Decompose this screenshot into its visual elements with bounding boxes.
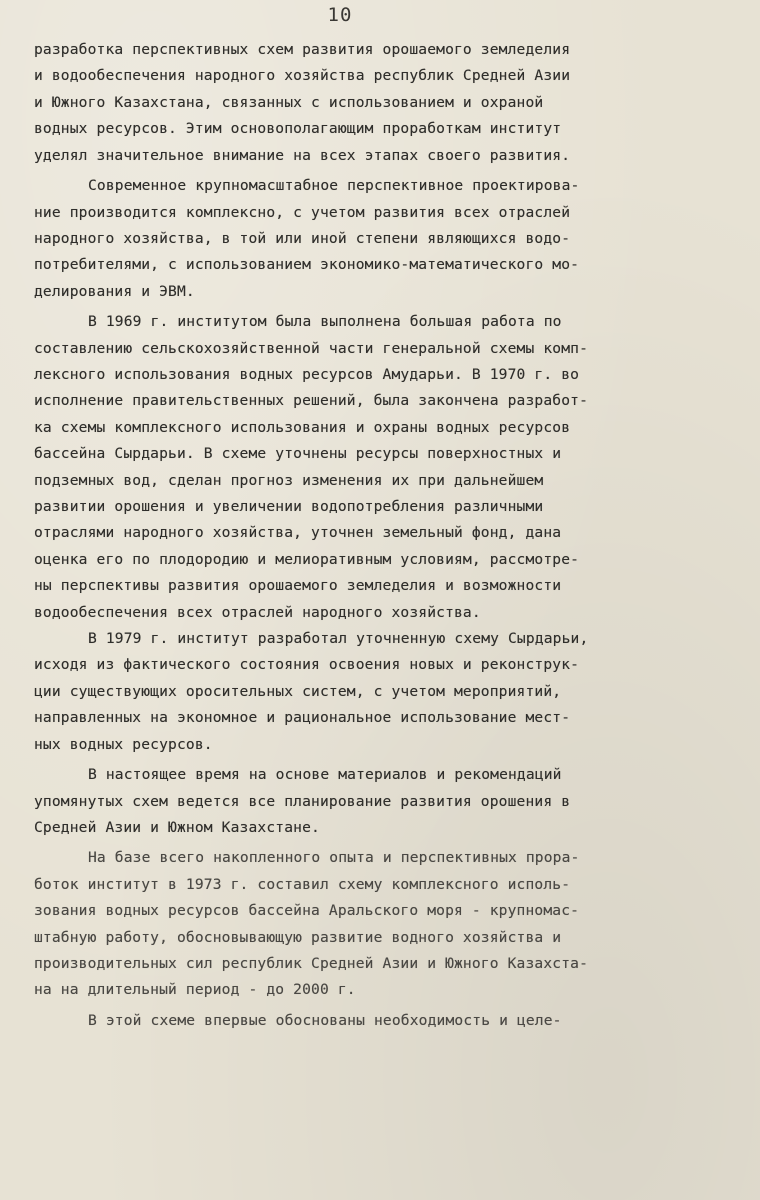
text-line: упомянутых схем ведется все планирование развития орошения в bbox=[34, 792, 571, 810]
text-line: ние производится комплексно, с учетом развития всех отраслей bbox=[34, 203, 571, 221]
text-line: лексного использования водных ресурсов Амударьи. В 1970 г. во bbox=[34, 366, 580, 384]
text-line: Современное крупномасштабное перспективное проектирова- bbox=[88, 177, 580, 195]
page-number: 10 bbox=[327, 4, 353, 26]
text-line: ных водных ресурсов. bbox=[34, 735, 213, 753]
text-line: В 1979 г. институт разработал уточненную схему Сырдарьи, bbox=[88, 629, 589, 647]
text-line: оценка его по плодородию и мелиоративным условиям, рассмотре- bbox=[34, 550, 580, 568]
text-line: водообеспечения всех отраслей народного хозяйства. bbox=[34, 603, 481, 621]
text-line: и водообеспечения народного хозяйства республик Средней Азии bbox=[34, 67, 571, 85]
text-line: боток институт в 1973 г. составил схему комплексного исполь- bbox=[34, 875, 571, 893]
text-line: В настоящее время на основе материалов и рекомендаций bbox=[88, 766, 562, 784]
text-line: подземных вод, сделан прогноз изменения их при дальнейшем bbox=[34, 471, 544, 489]
document-body bbox=[34, 37, 724, 1034]
text-line: исполнение правительственных решений, была закончена разработ- bbox=[34, 392, 589, 410]
text-line: народного хозяйства, в той или иной степени являющихся водо- bbox=[34, 229, 571, 247]
text-line: ны перспективы развития орошаемого земледелия и возможности bbox=[34, 577, 562, 595]
text-line: исходя из фактического состояния освоения новых и реконструк- bbox=[34, 656, 580, 674]
text-line: водных ресурсов. Этим основополагающим проработкам институт bbox=[34, 120, 562, 138]
text-line: разработка перспективных схем развития орошаемого земледелия bbox=[34, 41, 571, 58]
text-line: В 1969 г. институтом была выполнена большая работа по bbox=[88, 313, 562, 331]
text-line: потребителями, с использованием экономико-математического мо- bbox=[34, 256, 580, 274]
text-line: направленных на экономное и рациональное использование мест- bbox=[34, 709, 571, 727]
text-line: отраслями народного хозяйства, уточнен земельный фонд, дана bbox=[34, 524, 562, 542]
text-line: На базе всего накопленного опыта и перспективных прора- bbox=[88, 849, 580, 867]
text-line: уделял значительное внимание на всех этапах своего развития. bbox=[34, 146, 571, 164]
text-line: делирования и ЭВМ. bbox=[34, 282, 195, 300]
text-line: ка схемы комплексного использования и охраны водных ресурсов bbox=[34, 418, 571, 436]
text-line: Средней Азии и Южном Казахстане. bbox=[34, 818, 320, 836]
text-line: и Южного Казахстана, связанных с использованием и охраной bbox=[34, 93, 544, 111]
text-line: развитии орошения и увеличении водопотребления различными bbox=[34, 498, 544, 516]
text-line: на на длительный период - до 2000 г. bbox=[34, 981, 356, 999]
text-line: штабную работу, обосновывающую развитие водного хозяйства и bbox=[34, 928, 562, 946]
text-line: В этой схеме впервые обоснованы необходимость и целе- bbox=[88, 1012, 562, 1029]
text-line: зования водных ресурсов бассейна Аральского моря - крупномас- bbox=[34, 902, 580, 920]
text-line: производительных сил республик Средней Азии и Южного Казахста- bbox=[34, 955, 589, 973]
text-line: составлению сельскохозяйственной части генеральной схемы комп- bbox=[34, 339, 589, 357]
text-line: ции существующих оросительных систем, с учетом мероприятий, bbox=[34, 682, 562, 700]
text-line: бассейна Сырдарьи. В схеме уточнены ресурсы поверхностных и bbox=[34, 445, 562, 463]
